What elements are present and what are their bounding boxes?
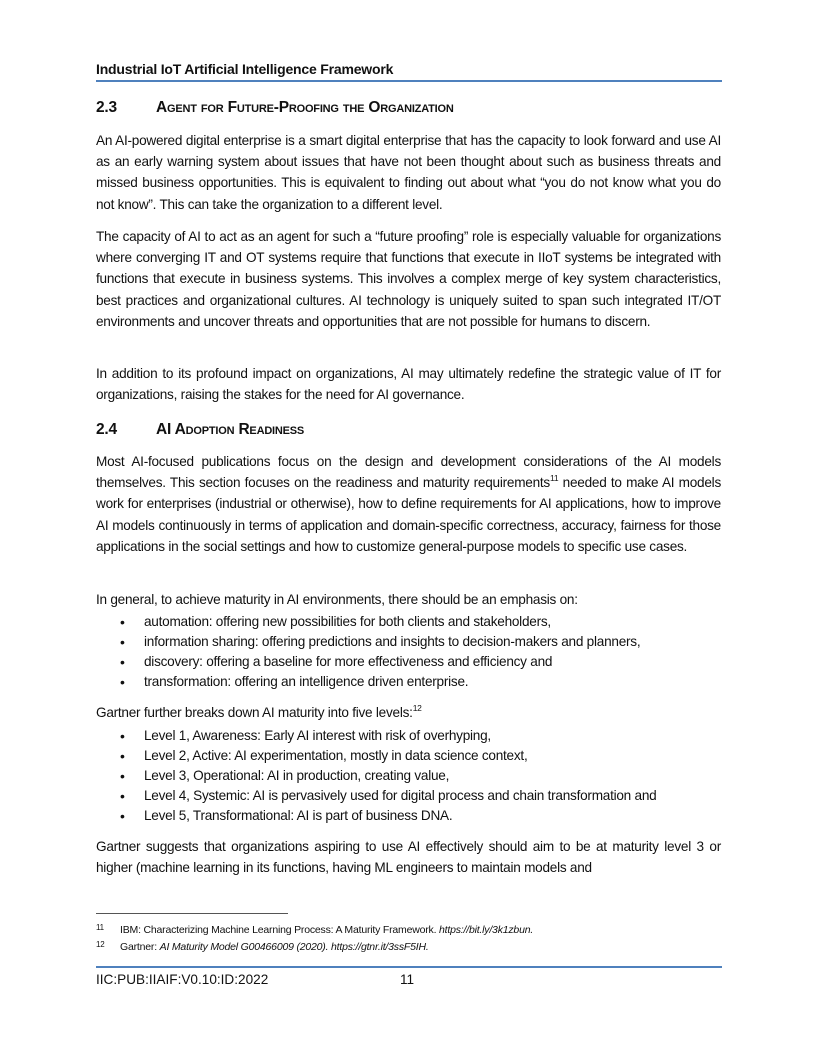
footnote-text: Gartner: xyxy=(120,941,160,953)
list-item: • information sharing: offering predictions and insights to decision-makers and planners, xyxy=(96,632,721,652)
paragraph xyxy=(96,702,721,723)
section-heading-2-3 xyxy=(96,99,454,117)
section-title: AI Adoption Readiness xyxy=(156,421,305,438)
list-item: • transformation: offering an intelligence driven enterprise. xyxy=(96,672,721,692)
footnote-ref[interactable]: 12 xyxy=(412,703,422,713)
paragraph: In general, to achieve maturity in AI environments, there should be an emphasis on: xyxy=(96,592,578,607)
section-number: 2.3 xyxy=(96,99,117,116)
footnote-citation[interactable]: AI Maturity Model G00466009 (2020). https://gtnr.it/3ssF5IH. xyxy=(159,941,429,953)
footnote-separator xyxy=(96,913,288,914)
document-id: IIC:PUB:IIAIF:V0.10:ID:2022 xyxy=(96,972,269,987)
paragraph: An AI-powered digital enterprise is a smart digital enterprise that has the capacity to look forward and use AI as an early warning system about issues that have not been thought about such as business threats and missed business opportunities. This is equivalent to finding out about what “you do not know what you do not know”. This can take the organization to a different level. xyxy=(96,133,721,212)
footnote-number: 11 xyxy=(96,923,104,932)
maturity-levels-list xyxy=(96,726,721,826)
footnote xyxy=(96,923,533,936)
footer-rule xyxy=(96,966,722,968)
footnote-number: 12 xyxy=(96,940,105,949)
list-item: • Level 1, Awareness: Early AI interest with risk of overhyping, xyxy=(96,726,721,746)
footnote xyxy=(96,940,429,953)
paragraph-text: Most AI-focused publications focus on the design and development considerations of the AI models themselves. This section focuses on the readiness and maturity requirements xyxy=(96,454,721,491)
list-item: • Level 4, Systemic: AI is pervasively used for digital process and chain transformation and xyxy=(96,786,721,806)
paragraph xyxy=(96,451,721,557)
paragraph: The capacity of AI to act as an agent for such a “future proofing” role is especially valuable for organizations where converging IT and OT systems require that functions that execute in IIoT systems be integrated with functions that execute in business systems. This involves a complex merge of key system characteristics, best practices and organizational cultures. AI technology is uniquely suited to span such integrated IT/OT environments and uncover threats and opportunities that are not possible for humans to discern. xyxy=(96,229,721,329)
paragraph: Gartner suggests that organizations aspiring to use AI effectively should aim to be at maturity level 3 or higher (machine learning in its functions, having ML engineers to maintain models and xyxy=(96,839,721,876)
list-item: • Level 3, Operational: AI in production, creating value, xyxy=(96,766,721,786)
footnote-link[interactable]: https://bit.ly/3k1zbun. xyxy=(439,924,534,936)
list-item: • discovery: offering a baseline for more effectiveness and efficiency and xyxy=(96,652,721,672)
page-number: 11 xyxy=(400,972,415,987)
emphasis-list xyxy=(96,612,721,692)
list-item: • Level 5, Transformational: AI is part of business DNA. xyxy=(96,806,721,826)
footnote-text: IBM: Characterizing Machine Learning Process: A Maturity Framework. xyxy=(120,924,440,936)
paragraph: In addition to its profound impact on organizations, AI may ultimately redefine the strategic value of IT for organizations, raising the stakes for the need for AI governance. xyxy=(96,366,721,403)
running-header-title: Industrial IoT Artificial Intelligence Framework xyxy=(96,61,394,77)
paragraph-text: needed to make AI models work for enterprises (industrial or otherwise), how to define requirements for AI applications, how to improve AI models continuously in terms of application and domain-specific correctness, accuracy, fairness for those applications in the social settings and how to customize general-purpose models to specific use cases. xyxy=(96,475,721,554)
header-rule xyxy=(96,80,722,82)
paragraph-text: Gartner further breaks down AI maturity into five levels: xyxy=(96,705,413,720)
section-title: Agent for Future-Proofing the Organization xyxy=(156,99,454,116)
list-item: • Level 2, Active: AI experimentation, mostly in data science context, xyxy=(96,746,721,766)
list-item: • automation: offering new possibilities for both clients and stakeholders, xyxy=(96,612,721,632)
section-heading-2-4 xyxy=(96,421,304,439)
footnote-ref[interactable]: 11 xyxy=(549,473,559,484)
section-number: 2.4 xyxy=(96,421,117,438)
